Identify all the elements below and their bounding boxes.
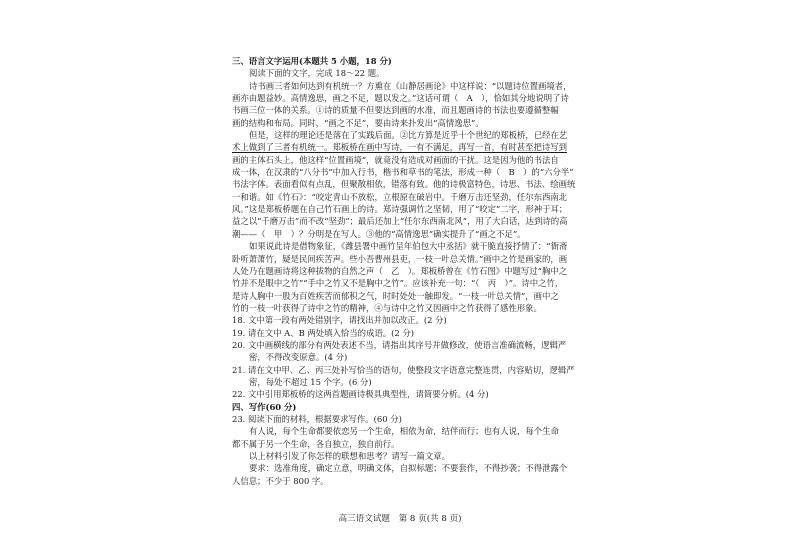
passage-line: 潮——（ 甲 ）？分明是在写人。③他的“高情逸思”确实提升了“画之不足”。 [232,228,526,239]
page-footer: 高三语文试题 第 8 页(共 8 页) [338,514,462,524]
passage-line-underlined: 术上做到了三者有机统一。郑板桥在画中写诗，一有不满足，再写一首，有时甚至把诗写到 [232,142,567,153]
requirement-line: 要求：选准角度，确定立意，明确文体，自拟标题；不要套作，不得抄袭；不得泄露个 [249,463,568,474]
question-22: 22. 文中引用郑板桥的这两首题画诗极具典型性，请简要分析。(4 分) [232,389,489,400]
passage-line: 书画三位一体的关系。①诗的质量不但要达到画的水准，而且题画诗的书法也要遵循整幅 [232,105,559,116]
passage-line: 人处乃在题画诗将这种拔物的自然之声（ 乙 ）。郑板桥曾在《竹石图》中题写过“胸中之 [232,265,568,276]
passage-intro: 阅读下面的文字，完成 18～22 题。 [249,68,385,79]
page-content [232,55,627,487]
question-list [232,314,627,400]
passage-line: 卧听萧萧竹，疑是民间疾苦声。些小吾曹州县吏，一枝一叶总关情。”画中之竹是画家的，画 [232,253,568,264]
material-line: 有人说，每个生命都要依恋另一个生命，相依为命，结伴而行；也有人说，每个生命 [249,426,559,437]
question-19: 19. 请在文中 A、B 两处填入恰当的成语。(2 分) [232,327,415,338]
writing-prompt: 以上材料引发了你怎样的联想和思考？请写一篇文章。 [249,451,450,461]
passage-line: 一和谐。如《竹石》：“咬定青山不放松，立根原在破岩中。千磨万击还坚劲，任尔东西南北 [232,191,568,202]
passage-paragraph-1 [232,80,627,129]
question-21-continued: 密，每处不超过 15 个字。(6 分) [249,376,372,387]
passage-line: 画的主体石头上，他这样“位置画境”，就竟没有造成对画面的干扰。这是因为他的书法自 [232,154,559,165]
passage-paragraph-3 [232,240,627,314]
question-21: 21. 请在文中甲、乙、丙三处补写恰当的语句，使整段文字语意完整连贯，内容贴切，逻辑严 [232,364,575,375]
passage-line: 益之以“千磨万击”而不改“坚劲”；最后还加上“任尔东西南北风”，用了大白话，达到诗的高 [232,216,568,227]
section-heading-4: 四、写作(60 分) [232,401,297,412]
section-heading-3: 三、语言文字运用(本题共 5 小题，18 分) [232,56,392,66]
passage-line: 如果说此诗是借物象征，《潍县署中画竹呈年伯包大中丞括》就干脆直接抒情了：“衙斋 [249,241,568,252]
passage-line: 是诗人胸中一股为百姓疾苦而郁积之气，时时处处一触即发。“一枝一叶总关情”，画中之 [232,290,559,301]
passage-line: 画的结构和布局。同时，“画之不足”，要由诗来扑发出“高情逸思”。 [232,117,484,128]
passage-line: 风。”这是郑板桥题在自己竹石画上的诗。郑诗强调竹之坚韧，用了“咬定”二字，形神于耳； [232,204,568,215]
passage-paragraph-2 [232,129,627,240]
question-20-continued: 密，不得改变原意。(4 分) [249,352,348,363]
requirement-line: 人信息；不少于 800 字。 [232,475,329,486]
writing-material [232,425,627,487]
question-23: 23. 阅读下面的材料，根据要求写作。(60 分) [232,413,402,424]
passage-line: 画亦由题益妙。高情逸思，画之不足，题以发之。”这话可谓（ A ），恰如其分地说明了诗 [232,93,569,104]
question-20: 20. 文中画横线的部分有两处表述不当，请指出其序号并做修改，使语言准确流畅，逻辑严 [232,339,567,350]
passage-line: 竹的一枝一叶获得了诗中之竹的精神，④与诗中之竹又因画中之竹获得了感性形象。 [232,302,542,313]
passage-line: 但是，这样的理论还是落在了实践后面。②比方算是近乎十个世纪的郑板桥，已经在艺 [249,130,568,141]
passage-line: 诗书画三者如何达到有机统一？方熏在《山静居画论》中这样说：“以题诗位置画境者， [249,80,572,91]
question-18: 18. 文中第一段有两处错别字，请找出并加以改正。(2 分) [232,315,447,326]
material-line: 都不属于另一个生命，各自独立，独自前行。 [232,438,400,449]
passage-line: 书法字体。表面看似有点乱，但聚散相依，错落有致。他的诗极富特色，诗思、书法、绘画统 [232,179,576,190]
passage-line: 竹并不是眼中之竹”“手中之竹又不是胸中之竹”。应该补充一句：“（ 丙 ）”。诗中之竹， [232,278,564,289]
passage-line: 成一体，在汉隶的“八分书”中加入行书，楷书和草书的笔法，形成一种（ B ）的“六分半” [232,167,574,178]
